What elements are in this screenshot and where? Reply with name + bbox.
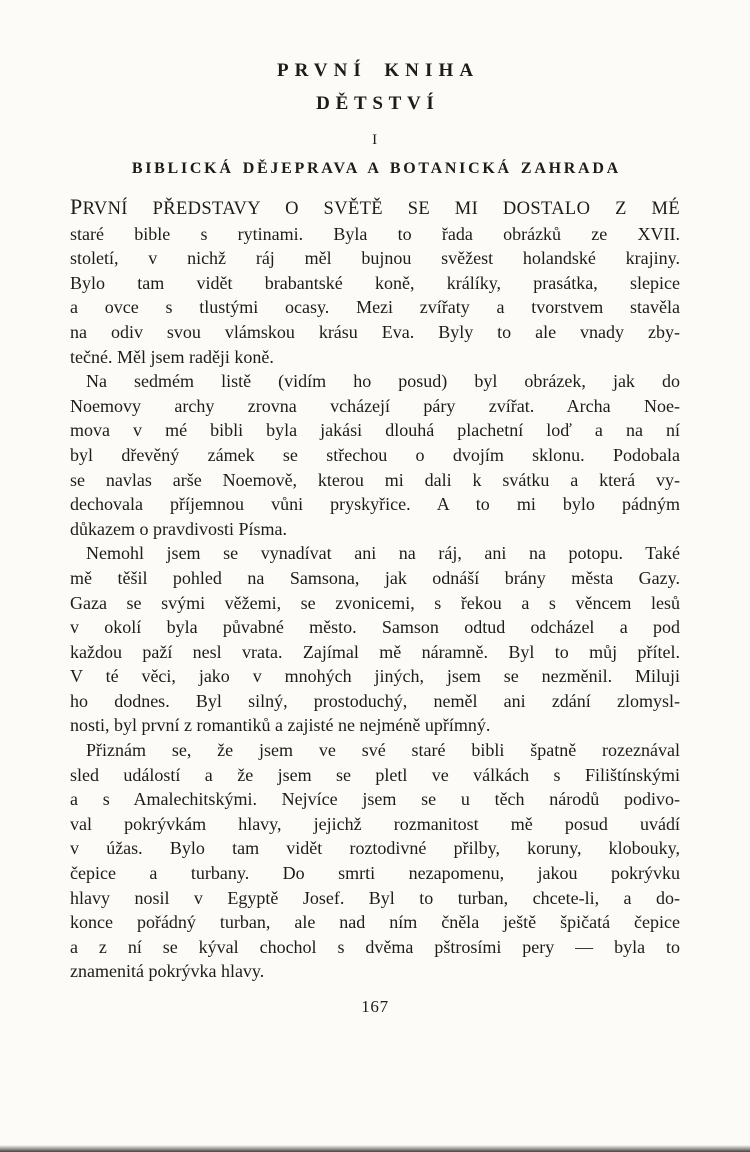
text-line: val pokrývkám hlavy, jejichž rozmanitost mě posud uvádí: [70, 813, 680, 834]
text-line: znamenitá pokrývka hlavy.: [70, 961, 265, 982]
text-line: každou paží nesl vrata. Zajímal mě náramně. Byl to můj přítel.: [70, 641, 680, 662]
text-line: a ovce s tlustými ocasy. Mezi zvířaty a tvorstvem stavěla: [70, 297, 680, 318]
paragraph: [70, 195, 680, 369]
text-line: V té věci, jako v mnohých jiných, jsem se nezměnil. Miluji: [70, 666, 680, 687]
paragraph: [70, 738, 680, 984]
text-line: mě těšil pohled na Samsona, jak odnáší brány města Gazy.: [70, 567, 680, 588]
text-line: Přiznám se, že jsem ve své staré bibli špatně rozeznával: [86, 740, 680, 761]
text-line: důkazem o pravdivosti Písma.: [70, 518, 287, 539]
paragraph: [70, 541, 680, 738]
text-line: sled událostí a že jsem se pletl ve válkách s Filištínskými: [70, 764, 680, 785]
body-text: [70, 195, 680, 984]
text-line: se navlas arše Noemově, kterou mi dali k svátku a která vy-: [70, 469, 680, 490]
paragraph: [70, 369, 680, 541]
text-line: nosti, byl první z romantiků a zajisté ne nejméně upřímný.: [70, 715, 491, 736]
chapter-title: DĚTSTVÍ: [316, 93, 440, 114]
text-line: v úžas. Bylo tam vidět roztodivné přilby, koruny, klobouky,: [70, 838, 680, 859]
section-title: BIBLICKÁ DĚJEPRAVA A BOTANICKÁ ZAHRADA: [131, 160, 621, 177]
text-line: a z ní se kýval chochol s dvěma pštrosími pery — byla to: [70, 936, 680, 957]
text-line: v okolí byla půvabné město. Samson odtud odcházel a pod: [70, 617, 680, 638]
text-line: Gaza se svými věžemi, se zvonicemi, s řekou a s věncem lesů: [70, 592, 680, 613]
text-line: Bylo tam vidět brabantské koně, králíky, prasátka, slepice: [70, 272, 680, 293]
text-line: mova v mé bibli byla jakási dlouhá plachetní loď a na ní: [70, 420, 680, 441]
text-line: století, v nichž ráj měl bujnou svěžest holandské krajiny.: [70, 248, 680, 269]
text-line: Noemovy archy zrovna vcházejí páry zvířat. Archa Noe-: [70, 395, 680, 416]
text-line: dechovala příjemnou vůni pryskyřice. A to mi bylo pádným: [70, 494, 680, 515]
scan-edge-shadow: [0, 1145, 750, 1152]
section-number: I: [372, 132, 378, 148]
text-line: staré bible s rytinami. Byla to řada obrázků ze XVII.: [70, 223, 680, 244]
text-line: konce pořádný turban, ale nad ním čněla ještě špičatá čepice: [70, 912, 680, 933]
text-line: čepice a turbany. Do smrti nezapomenu, jakou pokrývku: [70, 863, 680, 884]
text-line: na odiv svou vlámskou krásu Eva. Byly to ale vnady zby-: [70, 321, 680, 342]
text-line: PRVNÍ PŘEDSTAVY O SVĚTĚ SE MI DOSTALO Z MÉ: [70, 194, 680, 219]
text-line: ho dodnes. Byl silný, prostoduchý, neměl ani zdání zlomysl-: [70, 690, 680, 711]
text-line: Na sedmém listě (vidím ho posud) byl obrázek, jak do: [86, 371, 680, 392]
book-title: PRVNÍ KNIHA: [276, 60, 480, 81]
page-number: 167: [361, 997, 389, 1016]
text-line: Nemohl jsem se vynadívat ani na ráj, ani na potopu. Také: [86, 543, 680, 564]
text-line: tečné. Měl jsem raději koně.: [70, 346, 274, 367]
text-line: a s Amalechitskými. Nejvíce jsem se u těch národů podivo-: [70, 789, 680, 810]
text-line: byl dřevěný zámek se střechou o dvojím sklonu. Podobala: [70, 444, 680, 465]
text-line: hlavy nosil v Egyptě Josef. Byl to turban, chcete-li, a do-: [70, 887, 680, 908]
